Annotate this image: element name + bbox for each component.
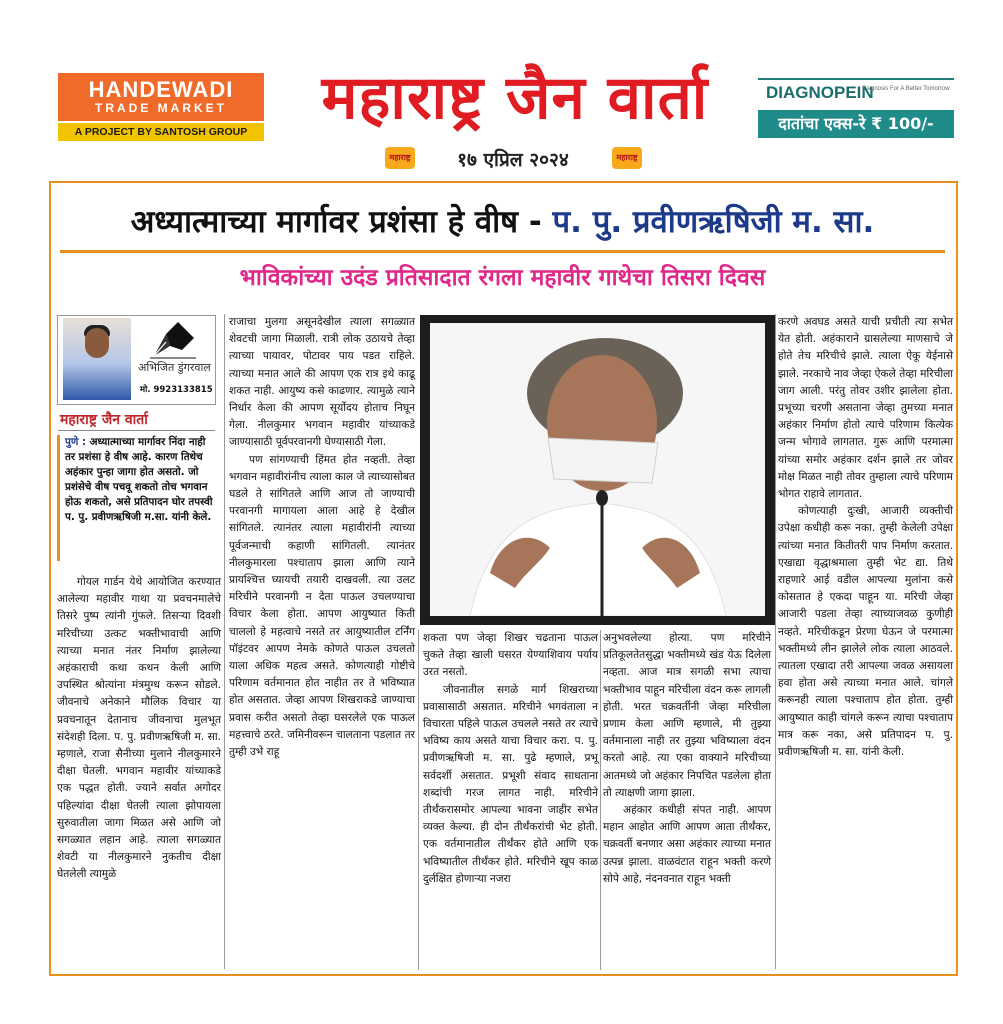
headline-author: प. पु. प्रवीणऋषिजी म. सा. xyxy=(552,204,875,240)
column-paragraph: करणे अवघड असते याची प्रचीती त्या सभेत येत होती. अहंकाराने ग्रासलेल्या माणसाचे जे होते तेच मरिचीचे झाले. त्याला ऐकू येईनासे झाले. नरकाचे नाव जेव्हा ऐकले तेव्हा मरिचीला जाग आली. परंतु तोवर उशीर झालेला होता. प्रभूच्या चरणी असताना जेव्हा तुमच्या मनात अहंकार निर्माण होतो त्याचे परिणाम कित्येक जन्म भोगावे लागतात. गुरू आणि परमात्मा यांच्या समोर अहंकार दर्शन झाले तर जोवर मोक्ष मिळत नाही तोवर तुम्हाला त्याचे परिणाम भोगत राहावे लागतात. xyxy=(778,316,953,501)
intro-text: अध्यात्माच्या मार्गावर निंदा नाही तर प्रशंसा हे वीष आहे. कारण तिथेच अहंकार पुन्हा जागा होत असतो. जो प्रशंसेचे वीष पचवू शकतो तोच भगवान होऊ शकतो, असे प्रतिपादन घोर तपस्वी प. पु. प्रवीणऋषिजी म.सा. यांनी केले. xyxy=(65,436,213,523)
article-column-3 xyxy=(423,630,598,888)
ad-handewadi-tagline: A PROJECT BY SANTOSH GROUP xyxy=(58,123,264,141)
column-divider xyxy=(418,630,419,970)
intro-place: पुणे : xyxy=(65,436,90,448)
ad-diagnopein-brand xyxy=(758,78,954,108)
article-column-1 xyxy=(57,574,221,884)
column-paragraph: कोणत्याही दुःखी, आजारी व्यक्तीची उपेक्षा कधीही करू नका. तुम्ही केलेली उपेक्षा त्यांच्या मनात कितीतरी पाप निर्माण करतात. एखाद्या वृद्धाश्रमाला तुम्ही भेट द्या. तिथे राहणारे आई वडील आपल्या मुलांना कसे कोसतात हे एकदा पाहून या. मरिची जेव्हा आजारी पडला तेव्हा त्याच्याजवळ कुणीही नव्हते. मरिचीकडून प्रेरणा घेऊन जे परमात्मा भक्तीमध्ये लीन झालेले लोक त्याला आठवले. त्यातला एखादा तरी आपल्या जवळ असायला हवा होता असे त्याच्या मनात आले. चांगले करूनही त्याला पश्चाताप होत होता. तुम्ही आयुष्यात काही चांगले करून त्याचा पश्चाताप मात्र करू नका, असे प्रतिपादन प. पु. प्रवीणऋषिजी म. सा. यांनी केली. xyxy=(778,505,953,759)
reporter-name: अभिजित डुंगरवाल xyxy=(138,361,211,374)
column-paragraph: जीवनातील सगळे मार्ग शिखराच्या प्रवासासाठी असतात. मरिचीने भगवंताला न विचारता पहिले पाऊल उचलले नसते तर त्याचे भविष्य काय असते याचा विचार करा. प. पु. प्रवीणऋषिजी म. सा. पुढे म्हणाले, प्रभू सर्वदर्शी असतात. प्रभूशी संवाद साधताना शब्दांची गरज लागत नाही. मरिचीने तीर्थंकरासमोर आपल्या भावना जाहीर सभेत व्यक्त केल्या. ही दोन तीर्थंकरांची भेट होती. एक वर्तमानातील तीर्थंकर होते आणि एक भविष्यातील तीर्थंकर होते. मरिचीने खूप काळ दुर्लक्षित होणाऱ्या नजरा xyxy=(423,683,598,885)
masthead-logo-icon: महाराष्ट्र xyxy=(385,147,415,169)
ad-diagnopein-name: DIAGNOPEIN xyxy=(766,83,874,102)
issue-date: १७ एप्रिल २०२४ xyxy=(457,149,569,171)
fountain-pen-icon xyxy=(148,320,198,360)
ad-handewadi-banner xyxy=(58,73,264,121)
article-column-5 xyxy=(778,314,953,761)
reporter-phone: मो. 9923133815 xyxy=(140,385,213,395)
source-divider xyxy=(58,430,215,431)
speaker-figure xyxy=(430,323,765,616)
ad-diagnopein-tagline: Diagnosis For A Better Tomorrow xyxy=(862,86,950,92)
news-source: महाराष्ट्र जैन वार्ता xyxy=(60,412,148,428)
article-column-2 xyxy=(229,314,415,761)
headline-divider xyxy=(60,250,945,253)
column-paragraph: गोयल गार्डन येथे आयोजित करण्यात आलेल्या महावीर गाथा या प्रवचनमालेचे तिसरे पुष्प त्यांनी गुंफले. तिसऱ्या दिवशी मरिचीच्या उत्कट भक्तीभावाची आणि त्याच्या मनात नंतर निर्माण झालेल्या अहंकाराची कथा कथन केली आणि उपस्थित श्रोत्यांना मंत्रमुग्ध करून सोडले. जीवनाचे अनेकाने मौलिक विचार या प्रवचनातून देतानाच जीवनाचा मुलभूत संदेशही दिला. प. पु. प्रवीणऋषिजी म. सा. म्हणाले, राजा सैनीच्या मुलाने नीलकुमारने दीक्षा घेतली. भगवान महावीर यांच्याकडे एक पद्धत होती. ज्याने सर्वात अगोदर पहिल्यांदा दीक्षा घेतली त्याला झोपायला सुरुवातीला जागा मिळत असे आणि जो सगळ्यात लहान आहे. त्याला सगळ्यात शेवटी या नीलकुमारने नुकतीच दीक्षा घेतलेली त्यामुळे xyxy=(57,576,221,881)
column-divider xyxy=(600,630,601,970)
ad-handewadi-subtitle: TRADE MARKET xyxy=(95,101,227,115)
article-photo xyxy=(420,315,775,625)
article-subheadline: भाविकांच्या उदंड प्रतिसादात रंगला महावीर गाथेचा तिसरा दिवस xyxy=(239,265,766,291)
ad-handewadi[interactable] xyxy=(58,73,264,141)
column-paragraph: राजाचा मुलगा असूनदेखील त्याला सगळ्यात शेवटची जागा मिळाली. रात्री लोक उठायचे तेव्हा त्याच्या पायावर, पोटावर पाय पडत राहिले. त्याच्या मनात आले की आपण एक रात्र इथे काढू शकत नाही. आयुष्य कसे काढणार. त्यामुळे त्याने निर्धार केला की आपण सूर्योदय होताच निघून गेला. नीलकुमार भगवान महावीर यांच्याकडे जाण्यासाठी पूर्वपरवानगी घेण्यासाठी गेला. xyxy=(229,316,415,449)
masthead-logo-icon: महाराष्ट्र xyxy=(612,147,642,169)
article-intro xyxy=(57,435,213,561)
ad-diagnopein-offer: दातांचा एक्स-रे ₹ 100/- xyxy=(758,110,954,138)
column-paragraph: शकता पण जेव्हा शिखर चढताना पाऊल चुकते तेव्हा खाली घसरत येण्याशिवाय पर्याय उरत नसतो. xyxy=(423,632,598,679)
column-paragraph: अनुभवलेल्या होत्या. पण मरिचीने प्रतिकूलतेतसुद्धा भक्तीमध्ये खंड येऊ दिलेला नव्हता. आज मात्र सगळी सभा त्याचा भक्तीभाव पाहून मरिचीला वंदन करू लागली होती. भरत चक्रवर्तीनी जेव्हा मरिचीला प्रणाम केला आणि म्हणाले, मी तुझ्या वर्तमानाला नाही तर तुझ्या भविष्याला वंदन करतो आहे. त्या एका वाक्याने मरिचीच्या आतमध्ये जो अहंकार निपचित पडलेला होता तो त्याक्षणी जागा झाला. xyxy=(603,632,771,799)
ad-handewadi-title: HANDEWADI xyxy=(88,77,234,102)
column-paragraph: पण सांगण्याची हिंमत होत नव्हती. तेव्हा भगवान महावीरांनीच त्याला काल जे त्याच्यासोबत घडले ते सांगितले आणि आज तो जाण्याची परवानगी मागायला आला आहे हे देखील सांगितले. त्यानंतर त्याला महावीरांनी त्याच्या पूर्वजन्माची कहाणी सांगितली. त्यानंतर नीलकुमारला पश्चाताप झाला आणि त्याने प्रायश्चित्त घ्यायची तयारी दाखवली. त्या उलट मरिचीने परवानगी न देता पाऊल उचलण्याचा विचार केला होता. आपण आयुष्यात किती चाललो हे महत्वाचे नसते तर आयुष्यातील टर्निंग पॉइंटवर आपण नेमके कोणते पाऊल उचलतो याला अधिक महत्व असते. कोणत्याही गोष्टीचे परिणाम वर्तमानात होत नाहीत तर ते भविष्यात होत असतात. जेव्हा आपण शिखराकडे जाण्याचा प्रवास करीत असतो तेव्हा घसरलेले एक पाऊल महत्त्वाचे ठरते. जमिनीवरून चालताना पडलात तर तुम्ही उभे राहू xyxy=(229,453,415,759)
masthead-title: महाराष्ट्र जैन वार्ता xyxy=(321,63,709,133)
speaker-image xyxy=(430,323,765,616)
article-headline xyxy=(60,200,945,242)
headline-main: अध्यात्माच्या मार्गावर प्रशंसा हे वीष - xyxy=(130,204,553,240)
article-column-4 xyxy=(603,630,771,888)
column-paragraph: अहंकार कधीही संपत नाही. आपण महान आहोत आणि आपण आता तीर्थंकर, चक्रवर्ती बनणार असा अहंकार त्याच्या मनात उत्पन्न झाला. वाळवंटात राहून भक्ती करणे सोपे आहे, नंदनवनात राहून भक्ती xyxy=(603,804,771,885)
ad-diagnopein[interactable] xyxy=(758,78,954,140)
column-divider xyxy=(775,314,776,969)
column-divider xyxy=(224,314,225,969)
reporter-photo xyxy=(63,318,131,400)
